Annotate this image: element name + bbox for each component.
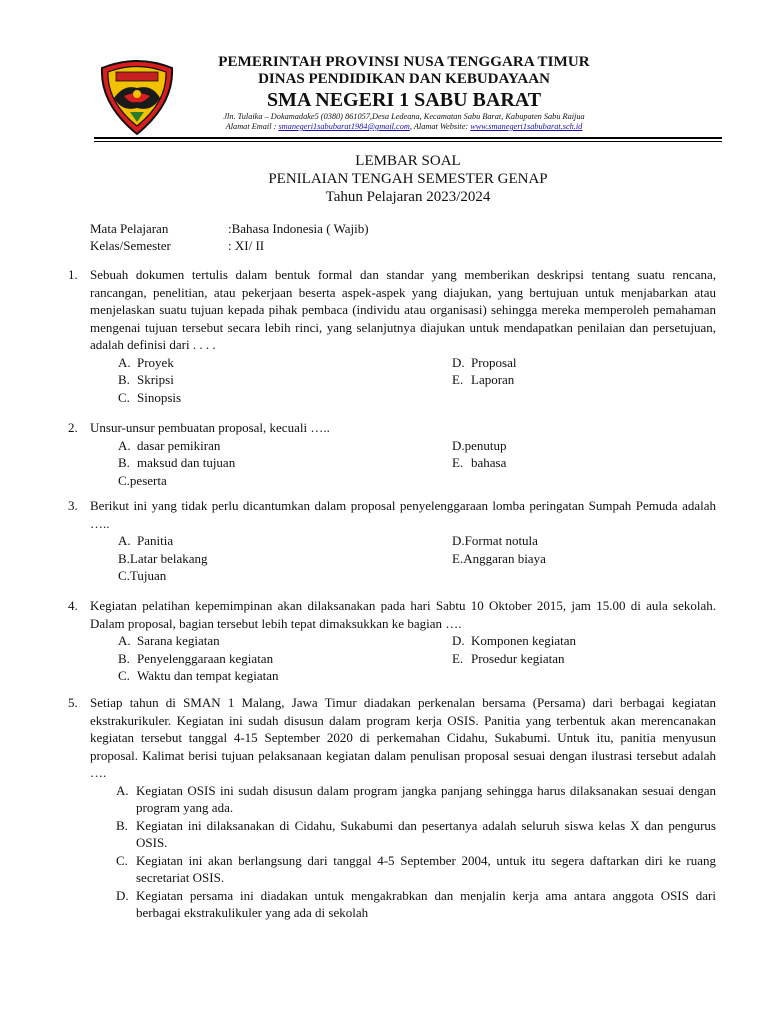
- option-e: E. Laporan: [452, 372, 515, 387]
- option-b: B.Latar belakang: [118, 550, 208, 566]
- letterhead-address: Jln. Tulaika – Dokamadake5 (0380) 861057,Desa Ledeana, Kecamatan Sabu Barat, Kabupaten Sabu Raijua: [223, 112, 585, 121]
- question-options: [118, 632, 716, 685]
- website-link[interactable]: www.smanegeri1sabubarat.sch.id: [470, 122, 583, 131]
- exam-meta: [90, 220, 369, 254]
- question-text: Kegiatan pelatihan kepemimpinan akan dilaksanakan pada hari Sabtu 10 Oktober 2015, jam 15.00 di aula sekolah. Dalam proposal, bagian tersebut lebih tepat dimaksukkan ke bagian ….: [90, 598, 716, 631]
- question-options: [116, 782, 716, 922]
- option-a: A. Proyek: [118, 354, 174, 370]
- question-1: [68, 266, 716, 406]
- question-text: Setiap tahun di SMAN 1 Malang, Jawa Timur diadakan perkenalan bersama (Persama) dari berbagai kegiatan ekstrakurikuler. Kegiatan ini sudah disusun dalam program kerja OSIS. Panitia yang terbentuk akan merencanakan kegiatan tersebut tanggal 4-15 September 2020 di perkemahan Cidahu, Sukabumi. Untuk itu, panitia menyusun proposal. Kalimat berisi tujuan pelaksanaan kegiatan dalam penulisan proposal sesuai dengan ilustrasi tersebut adalah ….: [90, 695, 716, 780]
- meta-class-row: [90, 237, 369, 254]
- question-number: 3.: [68, 498, 78, 513]
- letterhead-contacts: [180, 122, 628, 132]
- option-a: A. Sarana kegiatan: [118, 633, 220, 648]
- letterhead-department: DINAS PENDIDIKAN DAN KEBUDAYAAN: [258, 71, 550, 87]
- title-line-2: PENILAIAN TENGAH SEMESTER GENAP: [268, 171, 548, 187]
- provincial-emblem-logo: [94, 52, 180, 136]
- option-e: E. bahasa: [452, 455, 507, 470]
- question-5: [68, 694, 716, 922]
- question-text: Berikut ini yang tidak perlu dicantumkan dalam proposal penyelenggaraan lomba peringatan Sumpah Pemuda adalah …..: [90, 498, 716, 531]
- question-number: 4.: [68, 598, 78, 613]
- question-options: [118, 532, 716, 585]
- option-d: D. Proposal: [452, 354, 517, 370]
- option-b: B. Skripsi: [118, 372, 174, 387]
- class-label: Kelas/Semester: [90, 238, 171, 253]
- question-number: 2.: [68, 420, 78, 435]
- letterhead-school-name: SMA NEGERI 1 SABU BARAT: [266, 89, 542, 111]
- title-line-1: LEMBAR SOAL: [355, 153, 461, 169]
- option-c: C. Kegiatan ini akan berlangsung dari tanggal 4-5 September 2004, untuk itu segera daftarkan diri ke ruang secretariat OSIS.: [116, 852, 716, 885]
- email-label: Alamat Email :: [225, 122, 279, 131]
- document-title: [94, 152, 722, 206]
- option-d: D. Komponen kegiatan: [452, 633, 577, 648]
- question-number: 1.: [68, 267, 78, 282]
- class-value: : XI/ II: [228, 238, 265, 253]
- question-text: Sebuah dokumen tertulis dalam bentuk formal dan standar yang memberikan deskripsi tentang suatu rencana, rancangan, penelitian, atau pekerjaan beserta aspek-aspek yang diajukan, yang bertujuan untuk menjabarkan atau menjelaskan suatu tujuan kepada pihak pembaca (individu atau organisasi) sehingga mereka memperoleh pemahaman mengenai tujuan tersebut secara lebih rinci, yang selanjutnya diajukan untuk mendapatkan penilaian dan persetujuan, adalah definisi dari . . . .: [90, 267, 716, 352]
- option-e: E.Anggaran biaya: [452, 550, 546, 566]
- question-number: 5.: [68, 695, 78, 710]
- question-options: [118, 437, 716, 490]
- option-c: C.Tujuan: [118, 568, 167, 583]
- question-options: [118, 354, 716, 407]
- option-c: C. Sinopsis: [118, 389, 182, 405]
- option-a: A. Panitia: [118, 533, 174, 548]
- title-line-3: Tahun Pelajaran 2023/2024: [325, 189, 491, 205]
- letterhead-divider-thin: [94, 141, 722, 142]
- option-a: A. dasar pemikiran: [118, 437, 221, 453]
- subject-label: Mata Pelajaran: [90, 221, 169, 236]
- option-b: B. Kegiatan ini dilaksanakan di Cidahu, Sukabumi dan pesertanya adalah seluruh siswa kelas X dan pengurus OSIS.: [116, 817, 716, 850]
- option-d: D.penutup: [452, 437, 507, 453]
- meta-subject-row: [90, 220, 369, 237]
- option-a: A. Kegiatan OSIS ini sudah disusun dalam program jangka panjang sehingga harus dilaksanakan sesuai dengan program yang ada.: [116, 782, 716, 815]
- question-2: [68, 419, 716, 489]
- email-link[interactable]: smanegeri1sabubarat1984@gmail.com: [278, 122, 410, 131]
- website-label: , Alamat Website:: [409, 122, 471, 131]
- letterhead-divider-thick: [94, 137, 722, 139]
- question-4: [68, 597, 716, 685]
- letterhead: [180, 54, 628, 132]
- option-b: B. maksud dan tujuan: [118, 455, 236, 470]
- question-text: Unsur-unsur pembuatan proposal, kecuali …..: [90, 420, 330, 435]
- subject-value: :Bahasa Indonesia ( Wajib): [228, 221, 369, 236]
- option-d: D. Kegiatan persama ini diadakan untuk mengakrabkan dan menjalin kerja ama antara anggota OSIS dari berbagai ekstrakulikuler yang ada di sekolah: [116, 887, 716, 920]
- letterhead-province: PEMERINTAH PROVINSI NUSA TENGGARA TIMUR: [218, 54, 590, 70]
- option-c: C. Waktu dan tempat kegiatan: [118, 668, 279, 683]
- option-e: E. Prosedur kegiatan: [452, 650, 565, 666]
- option-d: D.Format notula: [452, 533, 538, 548]
- option-b: B. Penyelenggaraan kegiatan: [118, 650, 274, 666]
- question-3: [68, 497, 716, 585]
- option-c: C.peserta: [118, 472, 167, 488]
